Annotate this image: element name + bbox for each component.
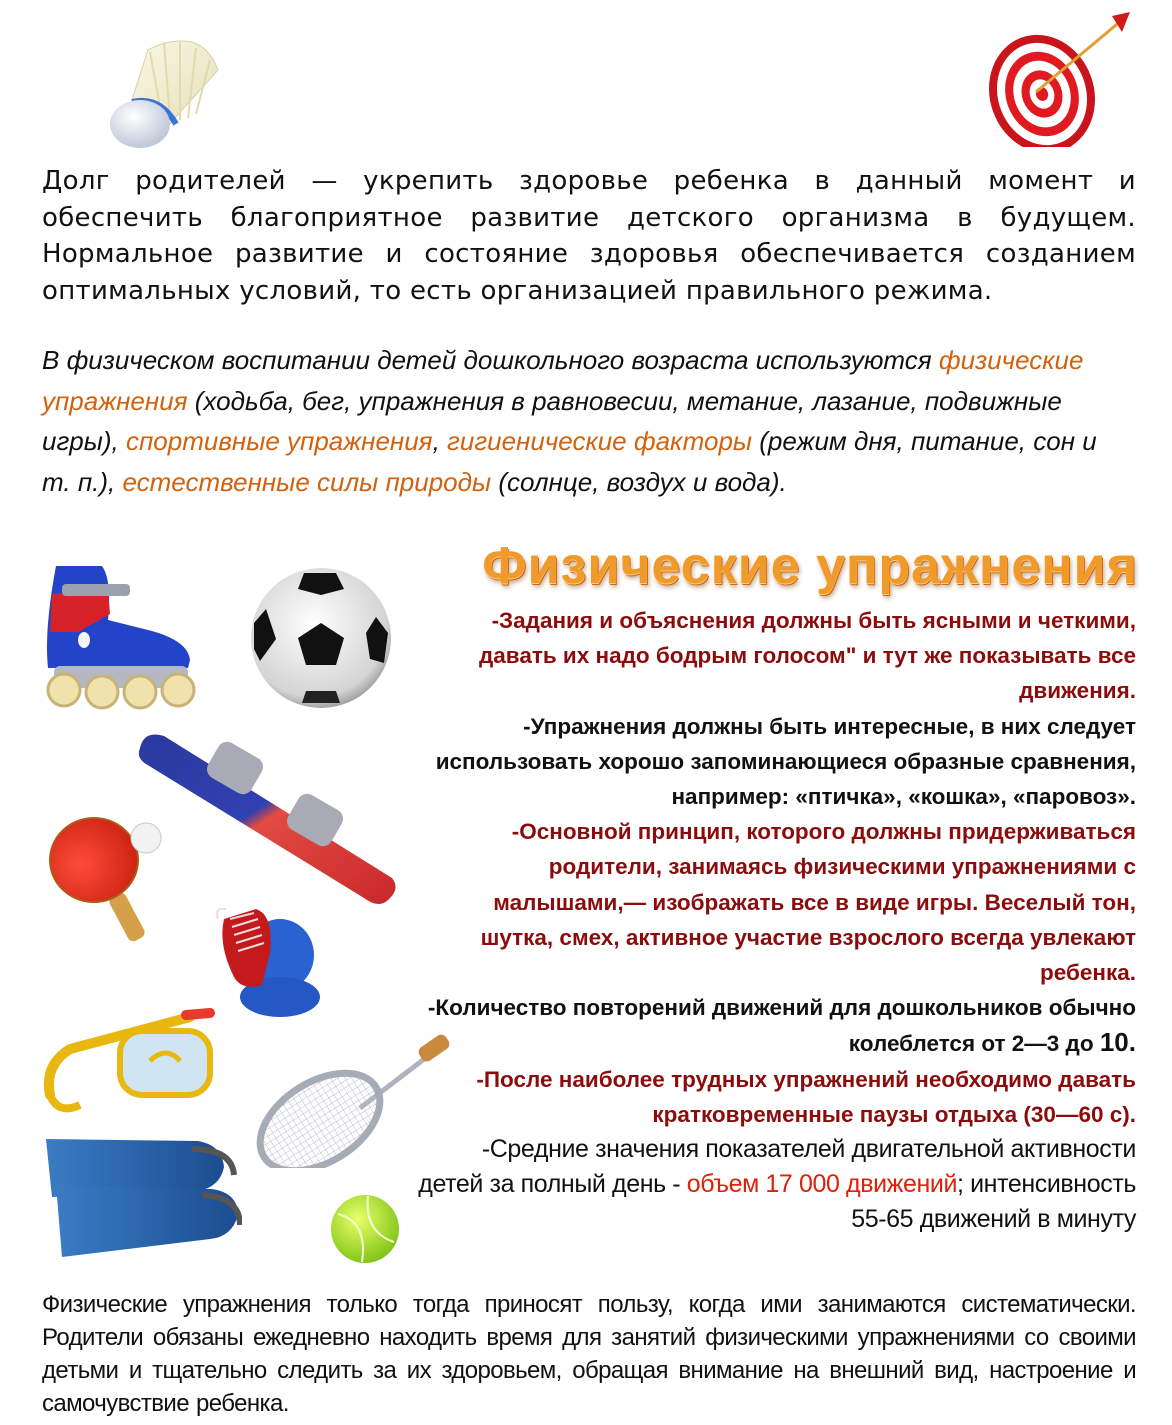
intro-paragraph: Долг родителей — укрепить здоровье ребенка в данный момент и обеспечить благоприятное развитие детского организма в будущем. Нормальное развитие и состояние здоровья обеспечивается созданием оптимальных условий, то есть организацией правильного режима. [42, 166, 1136, 306]
section-title: Физические упражнения [482, 537, 1138, 595]
target-icon [962, 12, 1132, 147]
soccer-ball-icon [246, 563, 396, 713]
guideline-interesting-exercises: -Упражнения должны быть интересные, в них следует использовать хорошо запоминающиеся образные сравнения, например: «птичка», «кошка», «паровоз». [435, 713, 1136, 810]
method-hygiene-factors-detail: (режим дня, питание, сон и т. п.), [42, 426, 1097, 497]
guideline-repetitions-max: 10. [1099, 1027, 1136, 1058]
guideline-play-principle: -Основной принцип, которого должны придерживаться родители, занимаясь физическими упражнениями с малышами,— изображать все в виде игры. Веселый тон, шутка, смех, активное участие взрослого всегда увлекают ребенка. [480, 819, 1136, 986]
exercise-guidelines [416, 603, 1136, 1238]
snorkel-mask-icon [40, 1005, 220, 1120]
methods-separator: , [432, 426, 448, 456]
swim-fins-icon [42, 1135, 242, 1260]
methods-paragraph [42, 340, 1132, 502]
methods-lead: В физическом воспитании детей дошкольного возраста используются [42, 345, 939, 375]
snowboard-icon [130, 728, 400, 918]
guideline-activity-intensity: ; интенсивность 55-65 движений в минуту [851, 1170, 1136, 1234]
guideline-repetitions-text: -Количество повторений движений для дошкольников обычно колеблется от 2—3 до [427, 995, 1136, 1057]
guideline-rest-pauses: -После наиболее трудных упражнений необходимо давать кратковременные паузы отдыха (30—60 с). [476, 1066, 1136, 1127]
method-natural-forces-detail: (солнце, воздух и вода). [491, 466, 787, 497]
guideline-activity-stats [416, 1132, 1136, 1238]
guideline-activity-volume: объем 17 000 движений [686, 1170, 958, 1199]
pingpong-paddle-icon [48, 810, 168, 950]
method-sport-exercises: спортивные упражнения [125, 426, 433, 456]
guideline-clear-instructions: -Задания и объяснения должны быть ясными и четкими, давать их надо бодрым голосом" и тут же показывать все движения. [478, 608, 1136, 704]
method-physical-exercises-detail: (ходьба, бег, упражнения в равновесии, метание, лазание, подвижные игры), [42, 385, 1062, 456]
method-hygiene-factors: гигиенические факторы [447, 426, 753, 456]
shuttlecock-icon [100, 30, 230, 150]
method-natural-forces: естественные силы природы [122, 466, 492, 497]
guideline-activity-stats-text: -Средние значения показателей двигательной активности детей за полный день - [418, 1135, 1136, 1199]
rollerskate-icon [38, 560, 203, 710]
method-physical-exercises: физические упражнения [42, 345, 1084, 416]
tennis-ball-icon [328, 1192, 402, 1266]
guideline-repetitions [416, 990, 1136, 1061]
boxing-gloves-icon [210, 905, 325, 1017]
closing-paragraph: Физические упражнения только тогда приносят пользу, когда ими занимаются систематически. Родители обязаны ежедневно находить время для занятий физическими упражнениями со своими детьми и тщательно следить за их здоровьем, обращая внимание на внешний вид, настроение и самочувствие ребенка. [42, 1291, 1136, 1417]
